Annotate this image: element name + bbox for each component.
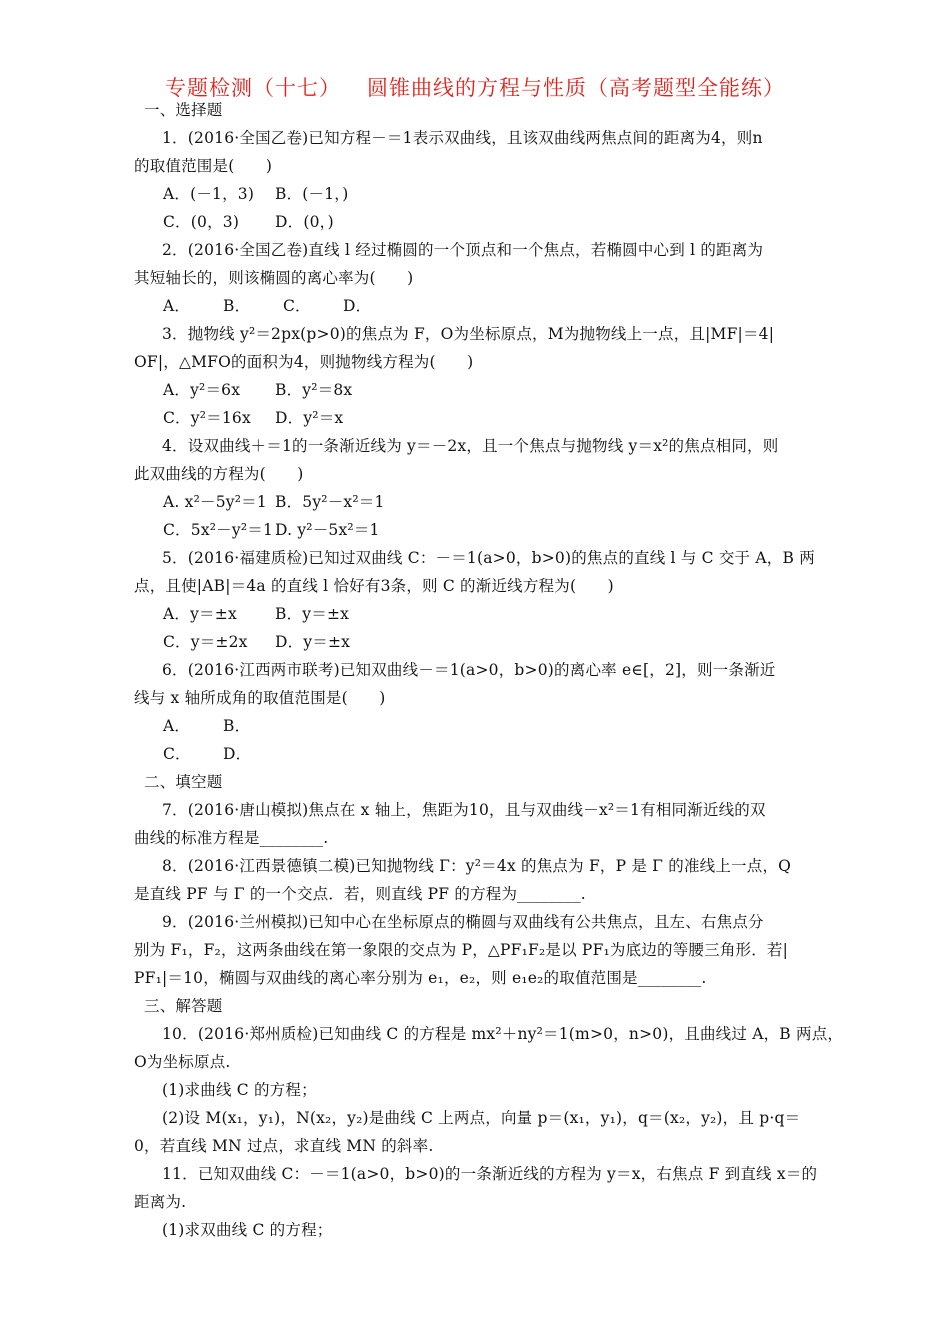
question-7-line-1: 7．(2016·唐山模拟)焦点在 x 轴上，焦距为10，且与双曲线－x²＝1有相同渐近线的双 (162, 801, 766, 819)
section-fill-heading: 二、填空题 (144, 773, 223, 791)
question-2-options (163, 296, 853, 316)
q5-option-a: A．y＝±x (163, 605, 237, 623)
q5-option-d: D．y＝±x (275, 633, 351, 651)
q3-option-d: D．y²＝x (275, 409, 344, 427)
q3-option-c: C．y²＝16x (163, 409, 251, 427)
q6-option-a: A． (163, 717, 191, 735)
title-main: 圆锥曲线的方程与性质（高考题型全能练） (367, 76, 785, 100)
q1-option-a: A．(－1，3) (163, 185, 255, 203)
question-4-line-2: 此双曲线的方程为( ) (134, 465, 304, 483)
question-10-part-2-line-2: 0，若直线 MN 过点，求直线 MN 的斜率. (134, 1137, 434, 1155)
question-9-line-2: 别为 F₁，F₂，这两条曲线在第一象限的交点为 P，△PF₁F₂是以 PF₁为底边的等腰三角形．若| (134, 941, 789, 959)
question-8-line-2: 是直线 PF 与 Γ 的一个交点．若，则直线 PF 的方程为________. (134, 885, 586, 903)
q1-option-b: B．(－1，) (275, 185, 349, 203)
question-5-options-ab (163, 604, 853, 624)
question-4-options-ab (163, 492, 853, 512)
question-11-part-1: (1)求双曲线 C 的方程； (162, 1221, 333, 1239)
question-1-line-1: 1．(2016·全国乙卷)已知方程－＝1表示双曲线，且该双曲线两焦点间的距离为4，则n (162, 129, 763, 147)
question-3-line-2: OF|，△MFO的面积为4，则抛物线方程为( ) (134, 353, 474, 371)
question-10-part-1: (1)求曲线 C 的方程； (162, 1081, 317, 1099)
question-10-line-2: O为坐标原点. (134, 1053, 231, 1071)
section-answer-heading: 三、解答题 (144, 997, 223, 1015)
question-5-options-cd (163, 632, 853, 652)
question-6-options-ab (163, 716, 853, 736)
question-5-line-2: 点，且使|AB|＝4a 的直线 l 恰好有3条，则 C 的渐近线方程为( ) (134, 577, 614, 595)
question-8-line-1: 8．(2016·江西景德镇二模)已知抛物线 Γ：y²＝4x 的焦点为 F，P 是 Γ 的准线上一点，Q (162, 857, 792, 875)
question-5-line-1: 5．(2016·福建质检)已知过双曲线 C：－＝1(a>0，b>0)的焦点的直线 l 与 C 交于 A，B 两 (162, 549, 815, 567)
question-6-options-cd (163, 744, 853, 764)
title-prefix: 专题检测（十七） (165, 76, 341, 100)
question-7-line-2: 曲线的标准方程是________. (134, 829, 329, 847)
q3-option-a: A．y²＝6x (163, 381, 241, 399)
q4-option-d: D. y²－5x²＝1 (275, 521, 380, 539)
question-4-options-cd (163, 520, 853, 540)
question-6-line-2: 线与 x 轴所成角的取值范围是( ) (134, 689, 386, 707)
question-10-line-1: 10．(2016·郑州质检)已知曲线 C 的方程是 mx²＋ny²＝1(m>0，n>0)，且曲线过 A，B 两点， (162, 1025, 844, 1043)
question-11-line-1: 11．已知双曲线 C：－＝1(a>0，b>0)的一条渐近线的方程为 y＝x，右焦点 F 到直线 x＝的 (162, 1165, 818, 1183)
q4-option-a: A. x²－5y²＝1 (163, 493, 267, 511)
q3-option-b: B．y²＝8x (275, 381, 353, 399)
page-title (0, 72, 950, 102)
question-10-part-2-line-1: (2)设 M(x₁，y₁)，N(x₂，y₂)是曲线 C 上两点，向量 p＝(x₁，y₁)，q＝(x₂，y₂)，且 p·q＝ (162, 1109, 801, 1127)
section-choice-heading: 一、选择题 (144, 101, 223, 119)
question-9-line-1: 9．(2016·兰州模拟)已知中心在坐标原点的椭圆与双曲线有公共焦点，且左、右焦点分 (162, 913, 764, 931)
q6-option-d: D． (223, 745, 252, 763)
question-2-line-2: 其短轴长的，则该椭圆的离心率为( ) (134, 269, 414, 287)
q5-option-c: C．y＝±2x (163, 633, 248, 651)
q1-option-d: D．(0，) (275, 213, 334, 231)
question-11-line-2: 距离为. (134, 1193, 187, 1211)
question-2-line-1: 2．(2016·全国乙卷)直线 l 经过椭圆的一个顶点和一个焦点，若椭圆中心到 l 的距离为 (162, 241, 764, 259)
question-1-options-cd (163, 212, 853, 232)
q6-option-c: C． (163, 745, 191, 763)
question-3-options-cd (163, 408, 853, 428)
q4-option-b: B．5y²－x²＝1 (275, 493, 385, 511)
q2-option-c: C． (283, 297, 311, 315)
question-1-options-ab (163, 184, 853, 204)
q4-option-c: C．5x²－y²＝1 (163, 521, 274, 539)
question-1-line-2: 的取值范围是( ) (134, 157, 273, 175)
question-4-line-1: 4．设双曲线＋＝1的一条渐近线为 y＝－2x，且一个焦点与抛物线 y＝x²的焦点相同，则 (162, 437, 779, 455)
q5-option-b: B．y＝±x (275, 605, 350, 623)
question-6-line-1: 6．(2016·江西两市联考)已知双曲线－＝1(a>0，b>0)的离心率 e∈[，2]，则一条渐近 (162, 661, 776, 679)
question-9-line-3: PF₁|＝10，椭圆与双曲线的离心率分别为 e₁，e₂，则 e₁e₂的取值范围是________. (134, 969, 707, 987)
question-3-line-1: 3．抛物线 y²＝2px(p>0)的焦点为 F，O为坐标原点，M为抛物线上一点，且|MF|＝4| (162, 325, 775, 343)
question-3-options-ab (163, 380, 853, 400)
q2-option-d: D． (343, 297, 372, 315)
q2-option-a: A． (163, 297, 191, 315)
q2-option-b: B． (223, 297, 251, 315)
q6-option-b: B． (223, 717, 251, 735)
q1-option-c: C．(0，3) (163, 213, 240, 231)
